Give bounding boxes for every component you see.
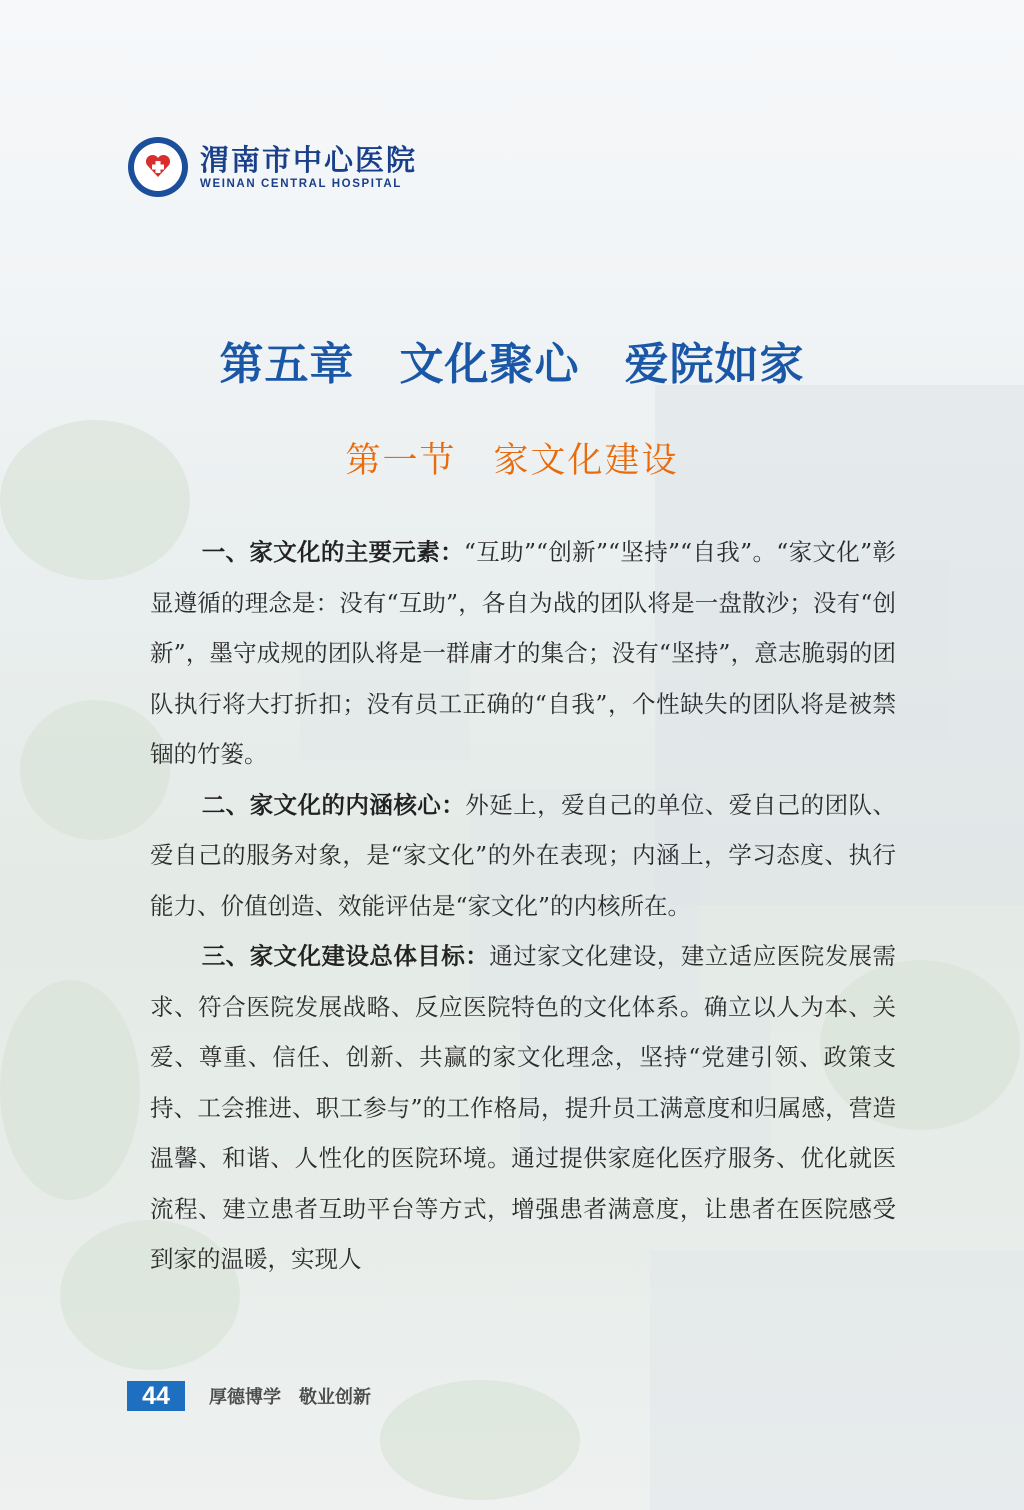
paragraph-2-text: 外延上，爱自己的单位、爱自己的团队、爱自己的服务对象，是“家文化”的外在表现；内涵上，学习态度、执行能力、价值创造、效能评估是“家文化”的内核所在。 [150,790,897,920]
chapter-title: 第五章 文化聚心 爱院如家 [219,339,805,390]
paragraph-3 [150,931,896,1285]
heart-cross-icon [145,154,171,178]
paragraph-2 [150,780,896,932]
hospital-name-cn: 渭南市中心医院 [200,143,418,177]
paragraph-1 [150,527,896,780]
body-text [150,527,896,1285]
hospital-cross-heart-logo-icon [128,137,188,197]
page-footer [127,1381,371,1411]
paragraph-2-lead: 二、家文化的内涵核心： [201,790,466,819]
paragraph-1-lead: 一、家文化的主要元素： [201,538,464,566]
section-title: 第一节 家文化建设 [345,441,679,481]
hospital-logo [128,137,417,197]
paragraph-3-text: 通过家文化建设，建立适应医院发展需求、符合医院发展战略、反应医院特色的文化体系。确立以人为本、关爱、尊重、信任、创新、共赢的家文化理念，坚持“党建引领、政策支持、工会推进、职工参与”的工作格局，提升员工满意度和归属感，营造温馨、和谐、人性化的医院环境。通过提供家庭化医疗服务、优化就医流程、建立患者互助平台等方式，增强患者满意度，让患者在医院感受到家的温暖，实现人 [150,942,897,1273]
page-number: 44 [127,1381,185,1411]
hospital-name-en: WEINAN CENTRAL HOSPITAL [200,178,402,190]
paragraph-1-text: “互助”“创新”“坚持”“自我”。“家文化”彰显遵循的理念是：没有“互助”，各自为战的团队将是一盘散沙；没有“创新”，墨守成规的团队将是一群庸才的集合；没有“坚持”，意志脆弱的团队执行将大打折扣；没有员工正确的“自我”，个性缺失的团队将是被禁锢的竹篓。 [150,538,897,768]
paragraph-3-lead: 三、家文化建设总体目标： [201,942,490,970]
footer-motto: 厚德博学 敬业创新 [209,1387,371,1408]
